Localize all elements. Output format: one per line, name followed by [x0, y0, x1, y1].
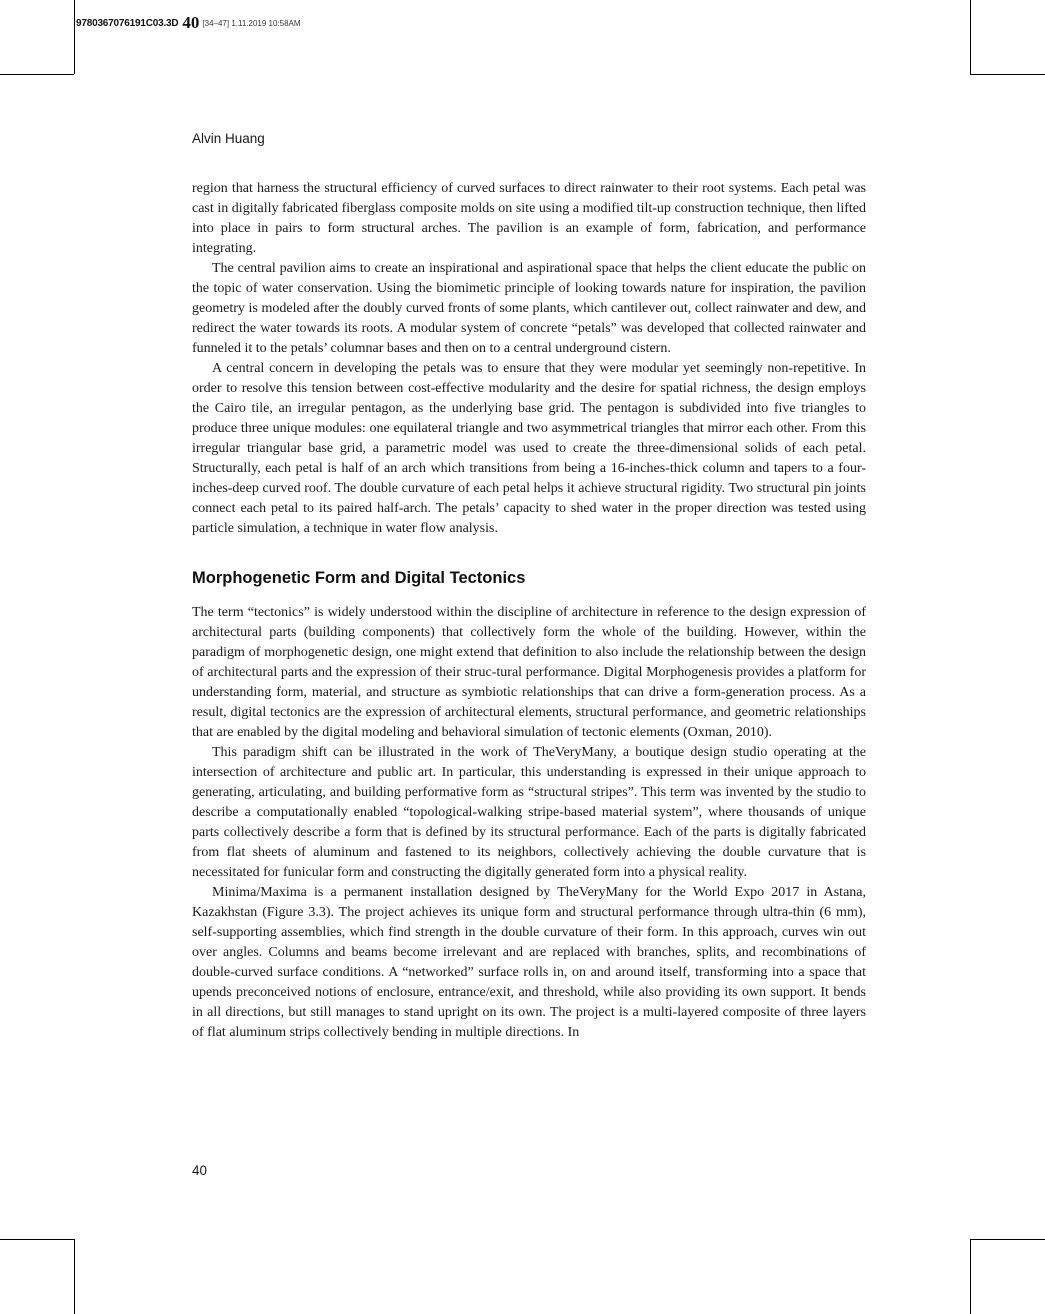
crop-mark-bottom-right-horizontal — [970, 1239, 1045, 1240]
paragraph-3: A central concern in developing the petals was to ensure that they were modular yet seemingly non-repetitive. In order to resolve this tension between cost-effective modularity and the desire for spatial richness, the design employs the Cairo tile, an irregular pentagon, as the underlying base grid. The pentagon is subdivided into five triangles to produce three unique modules: one equilateral triangle and two asymmetrical triangles that mirror each other. From this irregular triangular base grid, a parametric model was used to create the three-dimensional solids of each petal. Structurally, each petal is half of an arch which transitions from being a 16-inches-thick column and tapers to a four-inches-deep curved roof. The double curvature of each petal helps it achieve structural rigidity. Two structural pin joints connect each petal to its paired half-arch. The petals’ capacity to shed water in the proper direction was tested using particle simulation, a technique in water flow analysis. — [192, 361, 866, 536]
crop-mark-top-right-horizontal — [970, 74, 1045, 75]
slug-file-name: 9780367076191C03.3D — [76, 18, 179, 29]
paragraph-2: The central pavilion aims to create an inspirational and aspirational space that helps the client educate the public on the topic of water conservation. Using the biomimetic principle of looking towards nature for inspiration, the pavilion geometry is modeled after the doubly curved fronts of some plants, which cantilever out, collect rainwater and dew, and redirect the water towards its roots. A modular system of concrete “petals” was developed that collected rainwater and funneled it to the petals’ columnar bases and then on to a central underground cistern. — [192, 261, 866, 356]
paragraph-6: Minima/Maxima is a permanent installation designed by TheVeryMany for the World Expo 2017 in Astana, Kazakhstan (Figure 3.3). The project achieves its unique form and structural performance through ultra-thin (6 mm), self-supporting assemblies, which find strength in the double curvature of their form. In this approach, curves win out over angles. Columns and beams become irrelevant and are replaced with branches, splits, and recombinations of double-curved surface conditions. A “networked” surface rolls in, on and around itself, transforming into a space that upends preconceived notions of enclosure, entrance/exit, and threshold, while also providing its own support. It bends in all directions, but still manages to stand upright on its own. The project is a multi-layered composite of three layers of flat aluminum strips collectively bending in multiple directions. In — [192, 885, 866, 1040]
running-head-author: Alvin Huang — [192, 131, 265, 146]
slug-page-number: 40 — [182, 13, 200, 32]
body-text — [192, 179, 866, 1043]
section-heading: Morphogenetic Form and Digital Tectonics — [192, 569, 526, 587]
printer-slug — [76, 13, 301, 33]
paragraph-4: The term “tectonics” is widely understood within the discipline of architecture in reference to the design expression of architectural parts (building components) that collectively form the whole of the building. However, within the paradigm of morphogenetic design, one might extend that definition to also include the relationship between the design of architectural parts and the expression of their struc-tural performance. Digital Morphogenesis provides a platform for understanding form, material, and structure as symbiotic relationships that can drive a form-generation process. As a result, digital tectonics are the expression of architectural elements, structural performance, and geometric relationships that are enabled by the digital modeling and behavioral simulation of tectonic elements (Oxman, 2010). — [192, 605, 866, 740]
paragraph-5: This paradigm shift can be illustrated in the work of TheVeryMany, a boutique design studio operating at the intersection of architecture and public art. In particular, this understanding is expressed in their unique approach to generating, articulating, and building performative form as “structural stripes”. This term was invented by the studio to describe a computationally enabled “topological-walking stripe-based material system”, where thousands of unique parts collectively describe a form that is defined by its structural performance. Each of the parts is digitally fabricated from flat sheets of aluminum and fastened to its neighbors, collectively achieving the double curvature that is necessitated for funicular form and constructing the digitally generated form into a physical reality. — [192, 745, 866, 880]
paragraph-1: region that harness the structural efficiency of curved surfaces to direct rainwater to their root systems. Each petal was cast in digitally fabricated fiberglass composite molds on site using a modified tilt-up construction technique, then lifted into place in pairs to form structural arches. The pavilion is an example of form, fabrication, and performance integrating. — [192, 181, 866, 256]
crop-mark-bottom-right-vertical — [970, 1239, 971, 1314]
page-number: 40 — [192, 1163, 208, 1178]
crop-mark-top-left-horizontal — [0, 74, 74, 75]
crop-mark-top-right-vertical — [970, 0, 971, 74]
crop-mark-bottom-left-vertical — [74, 1239, 75, 1314]
crop-mark-top-left-vertical — [74, 0, 75, 74]
slug-timestamp: [34–47] 1.11.2019 10:58AM — [202, 19, 301, 28]
crop-mark-bottom-left-horizontal — [0, 1239, 74, 1240]
